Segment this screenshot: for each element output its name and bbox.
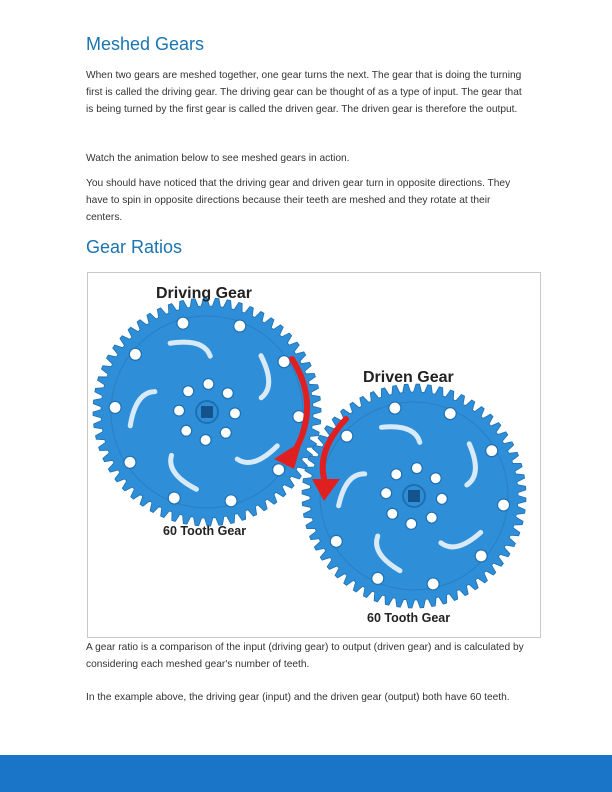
- driven-gear-label: Driven Gear: [363, 369, 454, 386]
- driving-gear-image: [93, 298, 321, 526]
- driven-gear-image: [302, 384, 526, 608]
- gear-figure: [87, 272, 541, 638]
- section-title-gear-ratios: Gear Ratios: [86, 237, 183, 257]
- paragraph-meshed-intro: When two gears are meshed together, one gear turns the next. The gear that is doing the turning first is called the driving gear. The driving gear can be thought of as a type of input. The gear that is being turned by the first gear is called the driven gear. The driven gear is therefore the output.: [86, 70, 522, 115]
- paragraph-example-teeth: In the example above, the driving gear (input) and the driven gear (output) both have 60 teeth.: [86, 692, 510, 703]
- paragraph-opposite-directions: You should have noticed that the driving gear and driven gear turn in opposite directions. They have to spin in opposite directions because their teeth are meshed and they rotate at their centers.: [86, 178, 511, 223]
- paragraph-gear-ratio-definition: A gear ratio is a comparison of the input (driving gear) to output (driven gear) and is calculated by considering each meshed gear's number of teeth.: [86, 642, 524, 670]
- driving-gear-label: Driving Gear: [156, 285, 253, 302]
- driven-gear-teeth-label: 60 Tooth Gear: [367, 611, 451, 625]
- footer-bar: [0, 755, 612, 792]
- gear-illustration: [88, 273, 540, 637]
- section-title-meshed-gears: Meshed Gears: [86, 34, 205, 54]
- paragraph-animation-note: Watch the animation below to see meshed gears in action.: [86, 153, 350, 164]
- driving-gear-teeth-label: 60 Tooth Gear: [163, 524, 247, 538]
